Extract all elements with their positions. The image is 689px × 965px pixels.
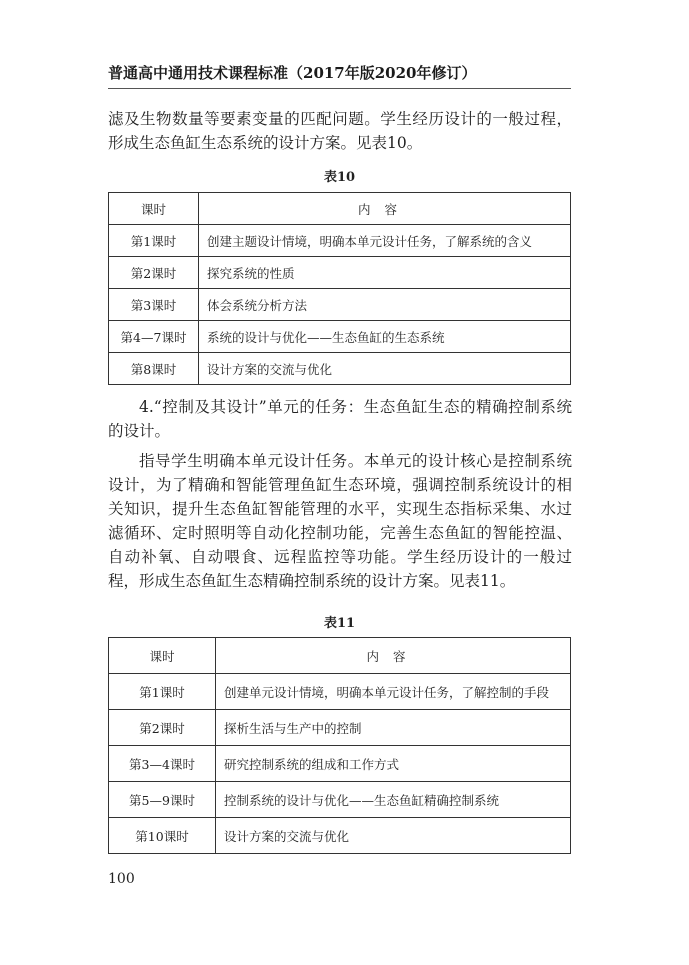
header-cell-lesson: 课时 xyxy=(109,193,199,225)
table-row xyxy=(109,321,571,353)
table-header-row xyxy=(109,638,571,674)
content-cell: 创建单元设计情境，明确本单元设计任务，了解控制的手段 xyxy=(216,674,571,710)
content-cell: 研究控制系统的组成和工作方式 xyxy=(216,746,571,782)
lesson-cell: 第5—9课时 xyxy=(109,782,216,818)
lesson-cell: 第3课时 xyxy=(109,289,199,321)
table-row xyxy=(109,710,571,746)
content-cell: 探究系统的性质 xyxy=(199,257,571,289)
header-cell-content: 内容 xyxy=(216,638,571,674)
table-10 xyxy=(108,192,571,385)
lesson-cell: 第8课时 xyxy=(109,353,199,385)
paragraph-3: 指导学生明确本单元设计任务。本单元的设计核心是控制系统设计，为了精确和智能管理鱼缸生态环境，强调控制系统设计的相关知识，提升生态鱼缸智能管理的水平，实现生态指标采集、水过滤循环、定时照明等自动化控制功能，完善生态鱼缸的智能控温、自动补氧、自动喂食、远程监控等功能。学生经历设计的一般过程，形成生态鱼缸生态精确控制系统的设计方案。见表11。 xyxy=(108,452,572,590)
paragraph-2: 4.“控制及其设计”单元的任务：生态鱼缸生态的精确控制系统的设计。 xyxy=(108,398,572,440)
content-cell: 设计方案的交流与优化 xyxy=(199,353,571,385)
table-row xyxy=(109,225,571,257)
header-cell-content: 内容 xyxy=(199,193,571,225)
content-cell: 控制系统的设计与优化——生态鱼缸精确控制系统 xyxy=(216,782,571,818)
table-row xyxy=(109,782,571,818)
table-11 xyxy=(108,637,571,854)
lesson-cell: 第2课时 xyxy=(109,257,199,289)
content-cell: 体会系统分析方法 xyxy=(199,289,571,321)
table11-caption: 表11 xyxy=(323,616,356,631)
table-header-row xyxy=(109,193,571,225)
content-cell: 系统的设计与优化——生态鱼缸的生态系统 xyxy=(199,321,571,353)
paragraph-1: 滤及生物数量等要素变量的匹配问题。学生经历设计的一般过程，形成生态鱼缸生态系统的设计方案。见表10。 xyxy=(108,110,572,152)
lesson-cell: 第1课时 xyxy=(109,225,199,257)
content-cell: 探析生活与生产中的控制 xyxy=(216,710,571,746)
table-row xyxy=(109,353,571,385)
header-cell-lesson: 课时 xyxy=(109,638,216,674)
table-row xyxy=(109,289,571,321)
running-header: 普通高中通用技术课程标准（2017年版2020年修订） xyxy=(108,64,477,82)
lesson-cell: 第2课时 xyxy=(109,710,216,746)
lesson-cell: 第1课时 xyxy=(109,674,216,710)
table-row xyxy=(109,674,571,710)
page-number: 100 xyxy=(108,871,135,887)
lesson-cell: 第10课时 xyxy=(109,818,216,854)
lesson-cell: 第3—4课时 xyxy=(109,746,216,782)
table-row xyxy=(109,257,571,289)
table10-caption: 表10 xyxy=(323,170,356,185)
header-rule xyxy=(108,88,571,89)
lesson-cell: 第4—7课时 xyxy=(109,321,199,353)
content-cell: 创建主题设计情境，明确本单元设计任务，了解系统的含义 xyxy=(199,225,571,257)
content-cell: 设计方案的交流与优化 xyxy=(216,818,571,854)
table-row xyxy=(109,746,571,782)
table-row xyxy=(109,818,571,854)
